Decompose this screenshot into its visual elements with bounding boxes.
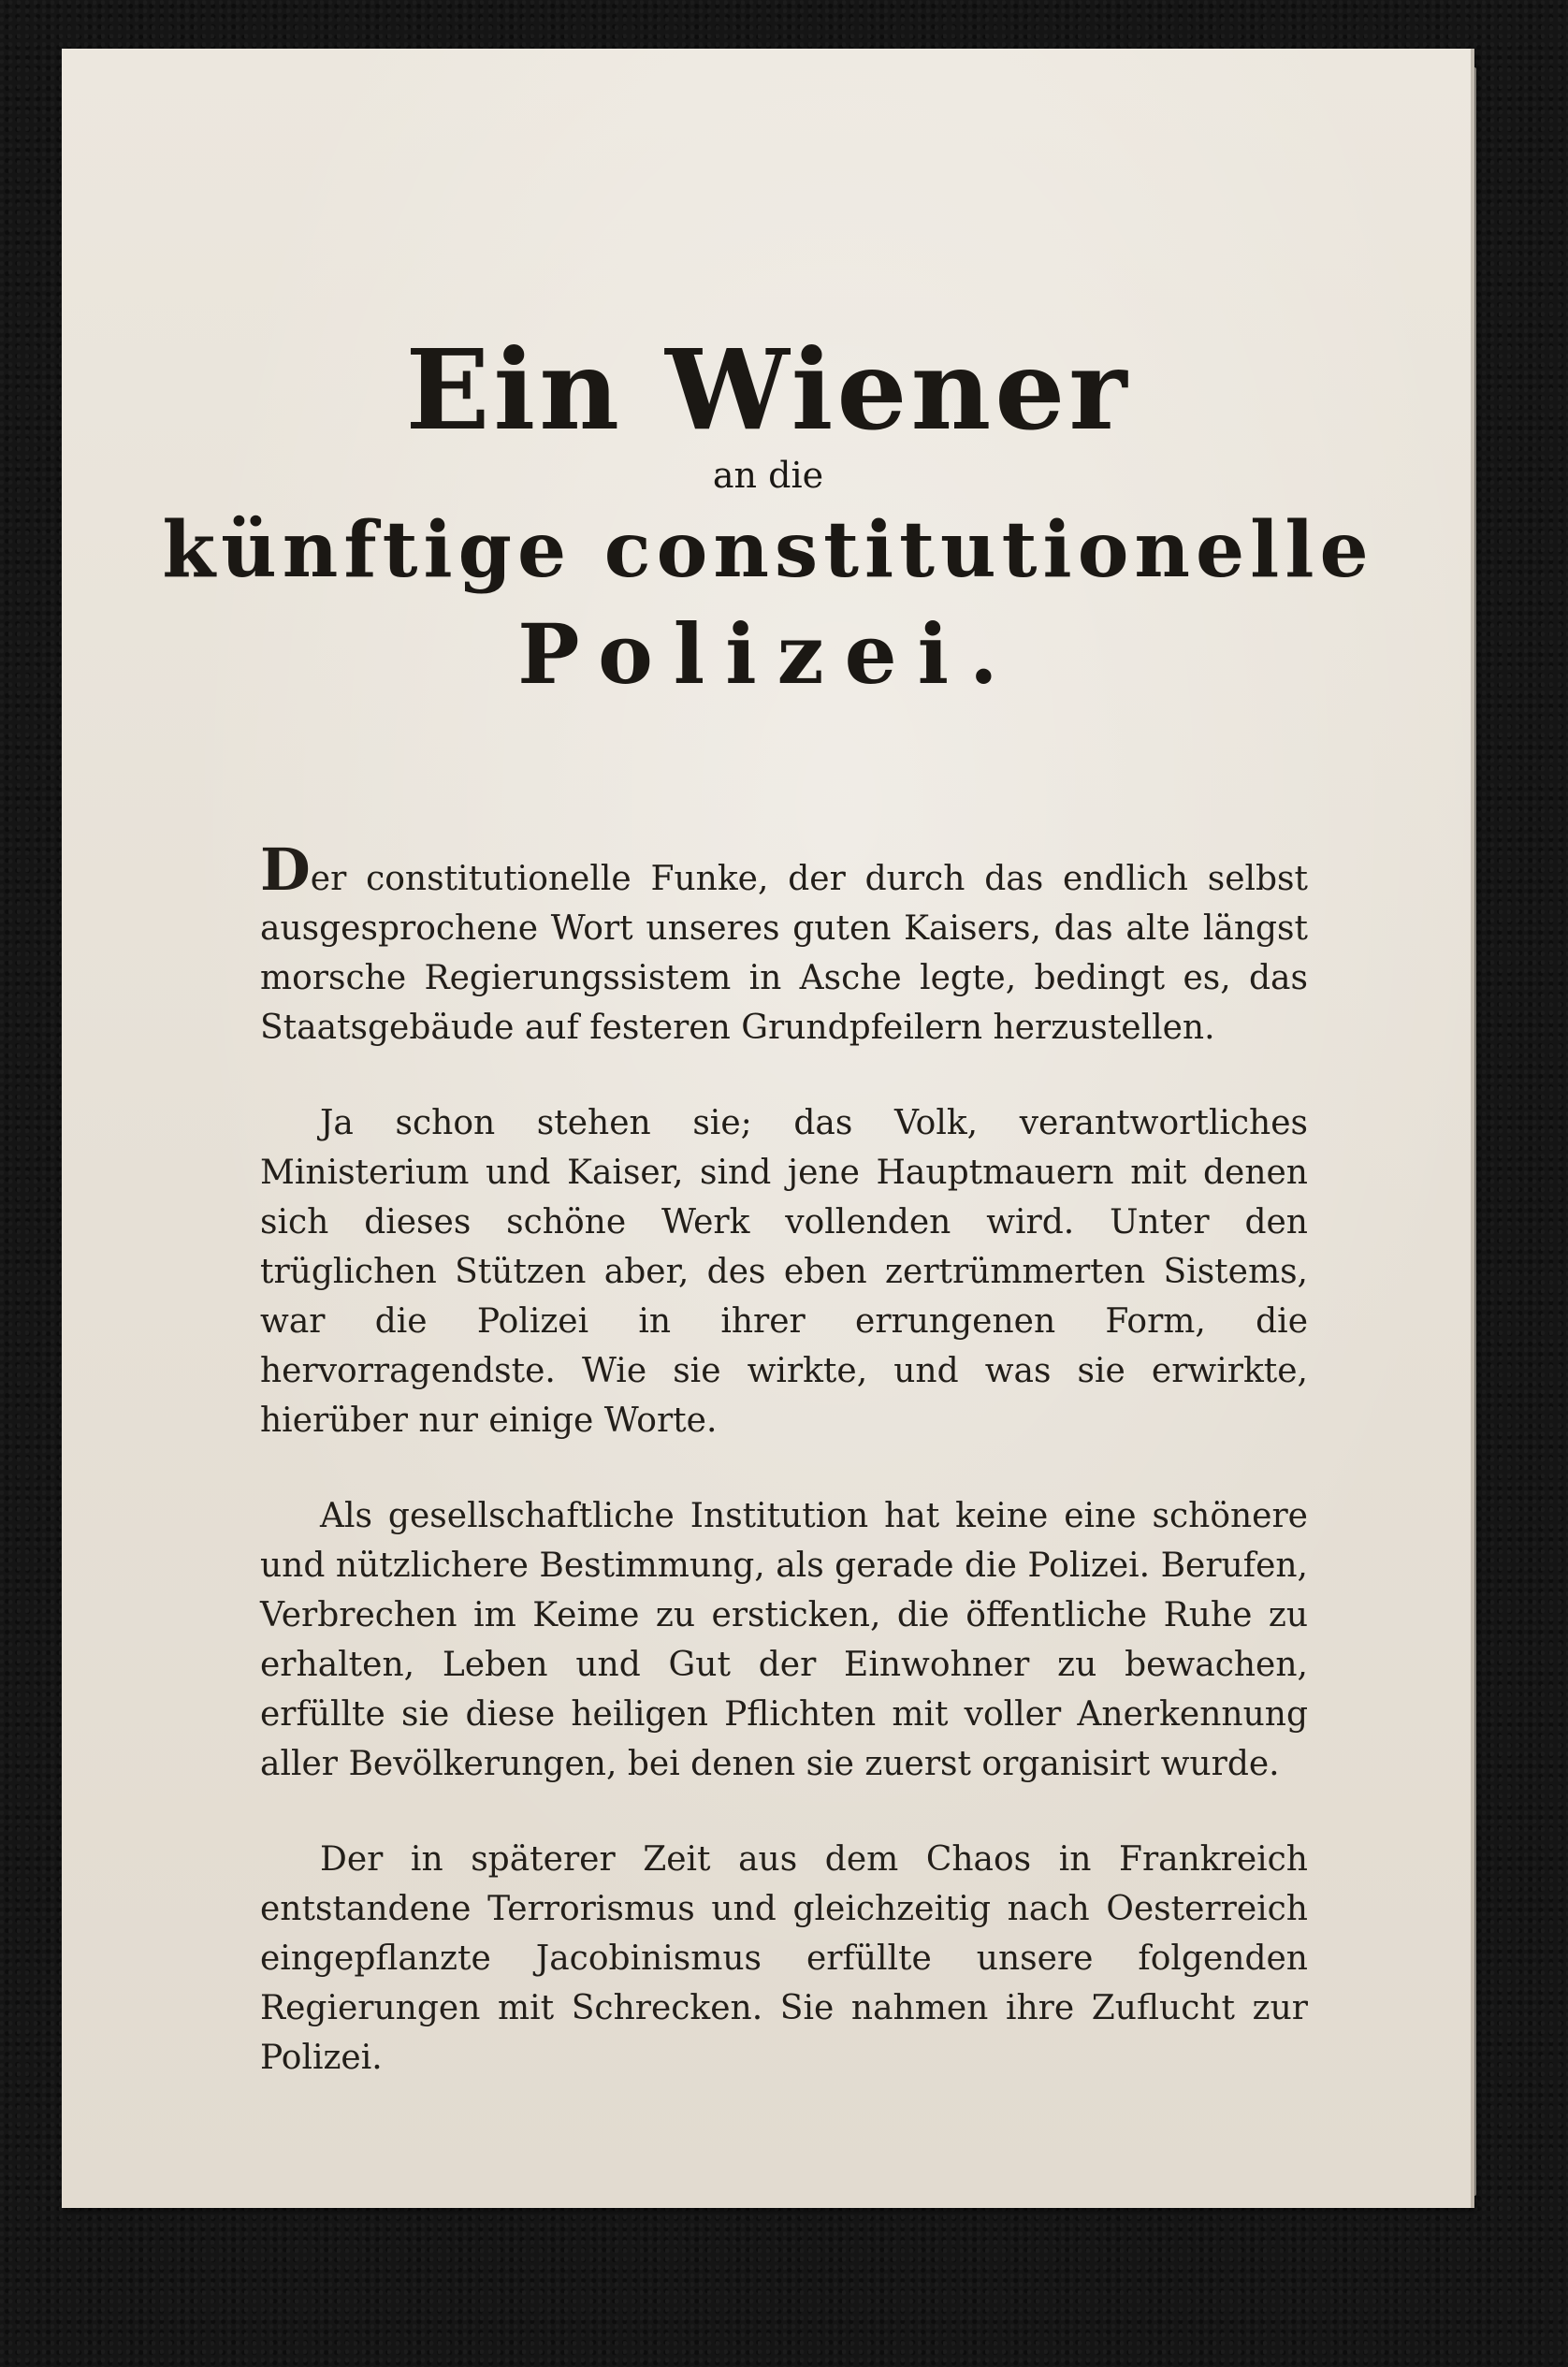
paragraph-1 xyxy=(260,835,1308,1053)
title-connector: an die xyxy=(712,455,824,496)
paragraph-1-text: er constitutionelle Funke, der durch das endlich selbst ausgesprochene Wort unseres guten Kaisers, das alte längst morsche Regierungssistem in Asche legte, bedingt es, das Staatsgebäude auf festeren Grundpfeilern herzustellen. xyxy=(260,860,1308,1047)
title-line-3: Polizei. xyxy=(517,605,1019,703)
title-line-2: künftige constitutionelle xyxy=(162,505,1374,595)
paragraph-3: Als gesellschaftliche Institution hat keine eine schönere und nützlichere Bestimmung, als gerade die Polizei. Berufen, Verbrechen im Keime zu ersticken, die öffentliche Ruhe zu erhalten, Leben und Gut der Einwohner zu bewachen, erfüllte sie diese heiligen Pflichten mit voller Anerkennung aller Bevölkerungen, bei denen sie zuerst organisirt wurde. xyxy=(260,1497,1308,1783)
initial-letter: D xyxy=(260,835,311,904)
paragraph-4: Der in späterer Zeit aus dem Chaos in Frankreich entstandene Terrorismus und gleichzeitig nach Oesterreich eingepflanzte Jacobinismus erfüllte unsere folgenden Regierungen mit Schrecken. Sie nahmen ihre Zuflucht zur Polizei. xyxy=(260,1840,1308,2077)
paragraph-2: Ja schon stehen sie; das Volk, verantwortliches Ministerium und Kaiser, sind jene Hauptmauern mit denen sich dieses schöne Werk vollenden wird. Unter den trüglichen Stützen aber, des eben zertrümmerten Sistems, war die Polizei in ihrer errungenen Form, die hervorragendste. Wie sie wirkte, und was sie erwirkte, hierüber nur einige Worte. xyxy=(260,1104,1308,1440)
body-text xyxy=(260,835,1308,2128)
title-block xyxy=(62,325,1474,705)
document-page xyxy=(62,49,1474,2208)
title-line-1: Ein Wiener xyxy=(405,325,1131,455)
